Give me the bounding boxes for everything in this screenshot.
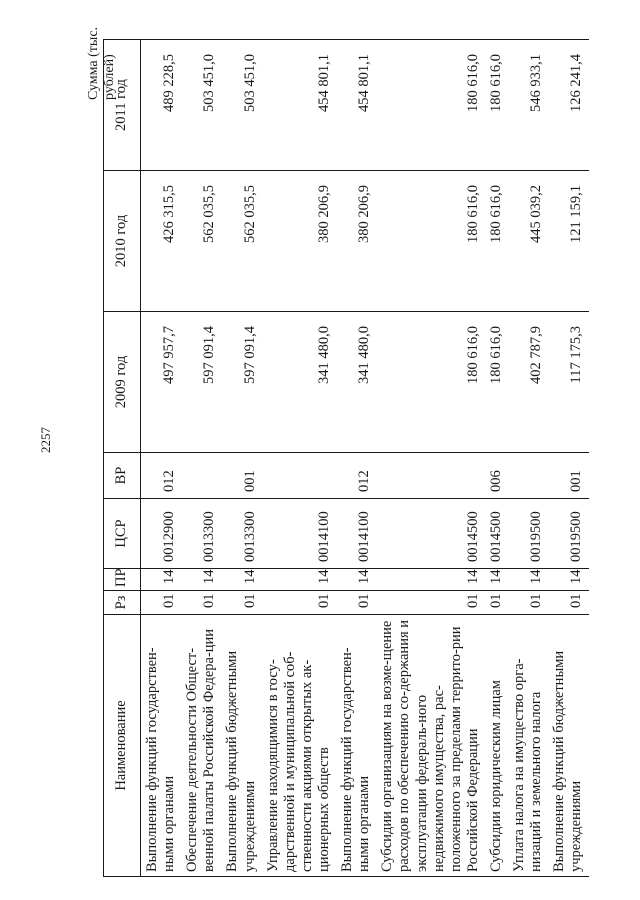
cell-y2010: 380 206,9 [262, 171, 336, 312]
header-vr: ВР [104, 453, 141, 499]
table-row [221, 40, 261, 877]
cell-name: Уплата налога на имущество орга-низаций и земельного налога [508, 615, 548, 877]
cell-y2010: 180 616,0 [485, 171, 508, 312]
cell-y2011: 503 451,0 [221, 40, 261, 171]
cell-csr: 0019500 [508, 499, 548, 569]
header-2009: 2009 год [104, 312, 141, 453]
table-row [181, 40, 221, 877]
cell-vr [262, 453, 336, 499]
cell-rz: 01 [336, 591, 376, 615]
cell-y2010: 121 159,1 [548, 171, 588, 312]
cell-y2010: 380 206,9 [336, 171, 376, 312]
cell-y2010: 180 616,0 [376, 171, 485, 312]
cell-rz: 01 [221, 591, 261, 615]
cell-csr: 0014500 [376, 499, 485, 569]
cell-pr: 14 [262, 569, 336, 591]
cell-y2011: 454 801,1 [262, 40, 336, 171]
cell-vr [508, 453, 548, 499]
cell-y2010: 562 035,5 [181, 171, 221, 312]
cell-csr: 0013300 [221, 499, 261, 569]
cell-csr: 0014100 [336, 499, 376, 569]
cell-csr: 0012900 [141, 499, 182, 569]
cell-vr [181, 453, 221, 499]
cell-name: Управление находящимися в госу-дарственной и муниципальной соб-ственности акциями открытых ак-ционерных обществ [262, 615, 336, 877]
cell-y2011: 126 241,4 [548, 40, 588, 171]
cell-vr: 001 [548, 453, 588, 499]
cell-name: Выполнение функций государствен-ными органами [141, 615, 182, 877]
cell-y2011: 546 933,1 [508, 40, 548, 171]
cell-vr: 006 [485, 453, 508, 499]
cell-name: Выполнение функций бюджетными учреждениями [548, 615, 588, 877]
header-rz: Рз [104, 591, 141, 615]
units-label: Сумма (тыс. рублей) [86, 26, 117, 100]
cell-csr: 0019500 [548, 499, 588, 569]
cell-name: Выполнение функций государствен-ными органами [336, 615, 376, 877]
cell-rz: 01 [141, 591, 182, 615]
cell-pr: 14 [548, 569, 588, 591]
cell-csr: 0014100 [262, 499, 336, 569]
cell-y2011: 180 616,0 [376, 40, 485, 171]
cell-y2009: 180 616,0 [485, 312, 508, 453]
cell-y2010: 426 315,5 [141, 171, 182, 312]
cell-csr: 0014500 [485, 499, 508, 569]
cell-y2011: 180 616,0 [485, 40, 508, 171]
cell-vr: 012 [336, 453, 376, 499]
cell-y2011: 489 228,5 [141, 40, 182, 171]
cell-pr: 14 [376, 569, 485, 591]
cell-pr: 14 [336, 569, 376, 591]
cell-name: Обеспечение деятельности Общест-венной палаты Российской Федера-ции [181, 615, 221, 877]
header-pr: ПР [104, 569, 141, 591]
header-csr: ЦСР [104, 499, 141, 569]
header-2011: 2011 год [104, 40, 141, 171]
cell-vr: 001 [221, 453, 261, 499]
cell-y2009: 402 787,9 [508, 312, 548, 453]
cell-rz: 01 [376, 591, 485, 615]
cell-y2010: 445 039,2 [508, 171, 548, 312]
cell-rz: 01 [262, 591, 336, 615]
table-row [376, 40, 485, 877]
cell-y2009: 117 175,3 [548, 312, 588, 453]
table-row [262, 40, 336, 877]
cell-pr: 14 [221, 569, 261, 591]
cell-y2011: 503 451,0 [181, 40, 221, 171]
table-row [508, 40, 548, 877]
cell-pr: 14 [508, 569, 548, 591]
cell-y2009: 597 091,4 [221, 312, 261, 453]
cell-y2010: 562 035,5 [221, 171, 261, 312]
cell-rz: 01 [181, 591, 221, 615]
cell-y2009: 597 091,4 [181, 312, 221, 453]
cell-y2009: 497 957,7 [141, 312, 182, 453]
header-name: Наименование [104, 615, 141, 877]
cell-pr: 14 [141, 569, 182, 591]
cell-y2009: 180 616,0 [376, 312, 485, 453]
budget-table [103, 39, 589, 877]
cell-y2009: 341 480,0 [336, 312, 376, 453]
table-row [141, 40, 182, 877]
cell-y2009: 341 480,0 [262, 312, 336, 453]
header-2010: 2010 год [104, 171, 141, 312]
cell-rz: 01 [485, 591, 508, 615]
cell-name: Субсидии организациям на возме-щение расходов по обеспечению со-держания и эксплуатации федераль-ного недвижимого имущества, рас-положенного за пределами террито-рии Российской Федерации [376, 615, 485, 877]
cell-rz: 01 [508, 591, 548, 615]
table-header-row [104, 40, 141, 877]
cell-pr: 14 [181, 569, 221, 591]
table-row [548, 40, 588, 877]
cell-vr [376, 453, 485, 499]
cell-vr: 012 [141, 453, 182, 499]
cell-name: Субсидии юридическим лицам [485, 615, 508, 877]
cell-rz: 01 [548, 591, 588, 615]
cell-y2011: 454 801,1 [336, 40, 376, 171]
cell-name: Выполнение функций бюджетными учреждениями [221, 615, 261, 877]
table-row [485, 40, 508, 877]
cell-csr: 0013300 [181, 499, 221, 569]
page-number: 2257 [38, 427, 53, 453]
cell-pr: 14 [485, 569, 508, 591]
table-row [336, 40, 376, 877]
